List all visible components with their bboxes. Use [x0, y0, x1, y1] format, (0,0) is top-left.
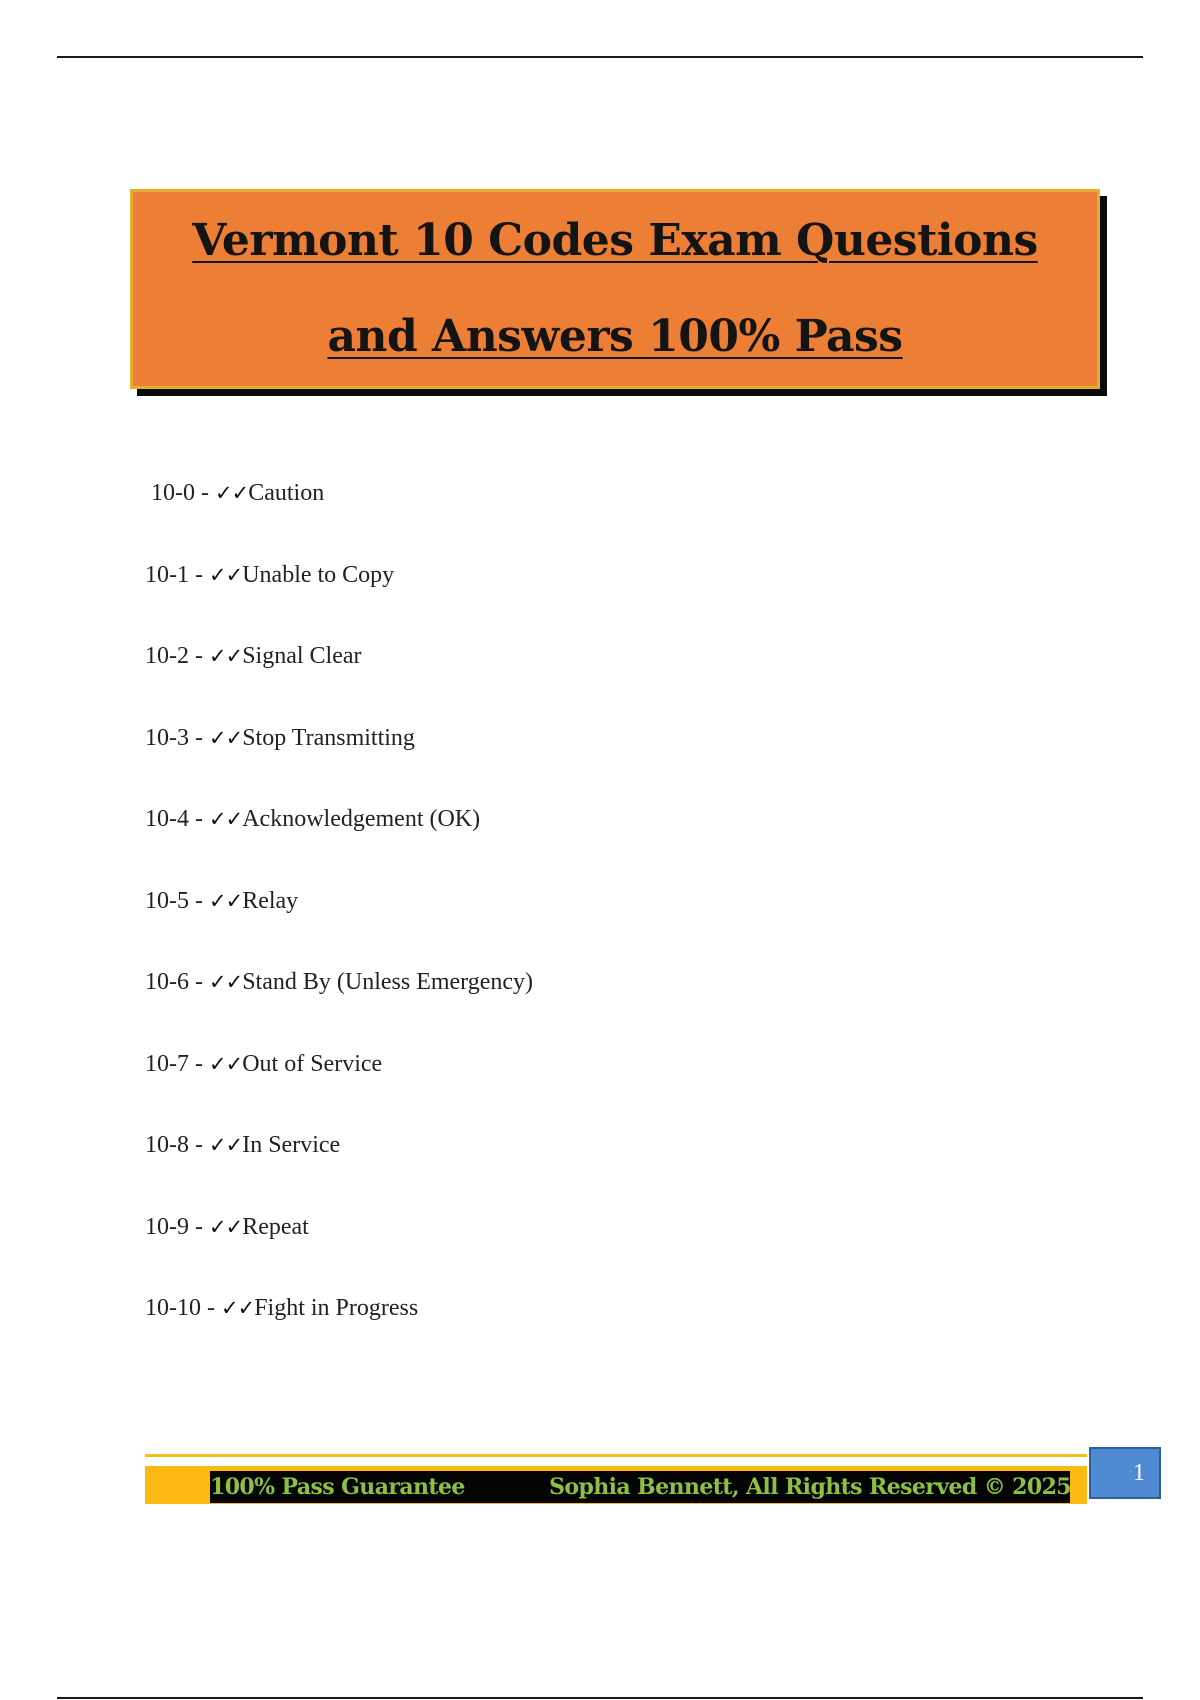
code-meaning: Stop Transmitting [242, 724, 415, 751]
code-separator: - [195, 887, 203, 914]
list-item [145, 562, 533, 644]
code-number: 10-9 [145, 1213, 189, 1240]
code-number: 10-10 [145, 1295, 201, 1321]
code-number: 10-8 [145, 1132, 189, 1158]
code-number: 10-2 [145, 643, 189, 669]
list-item [145, 480, 533, 562]
double-check-icon: ✓✓ [209, 562, 243, 587]
list-item [145, 888, 533, 970]
double-check-icon: ✓✓ [215, 481, 249, 505]
double-check-icon: ✓✓ [209, 725, 243, 750]
double-check-icon: ✓✓ [209, 807, 243, 831]
code-separator: - [195, 806, 203, 832]
code-meaning: In Service [242, 1132, 341, 1158]
list-item [145, 643, 533, 725]
code-meaning: Fight in Progress [254, 1295, 419, 1321]
title-line-1: Vermont 10 Codes Exam Questions [192, 215, 1038, 266]
code-number: 10-0 [151, 480, 195, 506]
code-separator: - [207, 1295, 215, 1321]
code-number: 10-5 [145, 887, 189, 914]
page-number-box: 1 [1089, 1447, 1161, 1499]
code-meaning: Out of Service [242, 1050, 383, 1077]
code-separator: - [195, 1050, 203, 1077]
code-meaning: Stand By (Unless Emergency) [242, 969, 534, 995]
code-separator: - [201, 480, 209, 506]
code-meaning: Relay [242, 887, 299, 914]
code-meaning: Unable to Copy [242, 561, 395, 588]
list-item [145, 725, 533, 807]
code-separator: - [195, 969, 203, 995]
double-check-icon: ✓✓ [209, 888, 243, 913]
list-item [145, 1132, 533, 1214]
title-line-2: and Answers 100% Pass [327, 311, 903, 362]
code-list [145, 480, 533, 1377]
code-meaning: Acknowledgement (OK) [242, 806, 481, 832]
code-number: 10-1 [145, 561, 189, 588]
code-number: 10-3 [145, 724, 189, 751]
double-check-icon: ✓✓ [209, 970, 243, 994]
list-item [145, 806, 533, 888]
code-number: 10-6 [145, 969, 189, 995]
double-check-icon: ✓✓ [209, 644, 243, 668]
double-check-icon: ✓✓ [209, 1051, 243, 1076]
code-separator: - [195, 724, 203, 751]
bottom-rule [57, 1697, 1143, 1699]
list-item [145, 1295, 533, 1377]
title-banner [130, 189, 1100, 389]
page-footer [145, 1454, 1087, 1504]
footer-guarantee-text: 100% Pass Guarantee [210, 1474, 465, 1500]
list-item [145, 1214, 533, 1296]
code-meaning: Repeat [242, 1213, 309, 1240]
list-item [145, 969, 533, 1051]
double-check-icon: ✓✓ [209, 1133, 243, 1157]
double-check-icon: ✓✓ [221, 1296, 255, 1320]
top-rule [57, 56, 1143, 58]
code-meaning: Signal Clear [242, 643, 362, 669]
code-separator: - [195, 643, 203, 669]
code-separator: - [195, 1132, 203, 1158]
double-check-icon: ✓✓ [209, 1214, 243, 1239]
code-separator: - [195, 561, 203, 588]
code-number: 10-7 [145, 1050, 189, 1077]
code-number: 10-4 [145, 806, 189, 832]
list-item [145, 1051, 533, 1133]
code-separator: - [195, 1213, 203, 1240]
footer-copyright-text: Sophia Bennett, All Rights Reserved © 2025 [549, 1474, 1071, 1500]
code-meaning: Caution [248, 480, 325, 506]
footer-rule [145, 1454, 1087, 1457]
